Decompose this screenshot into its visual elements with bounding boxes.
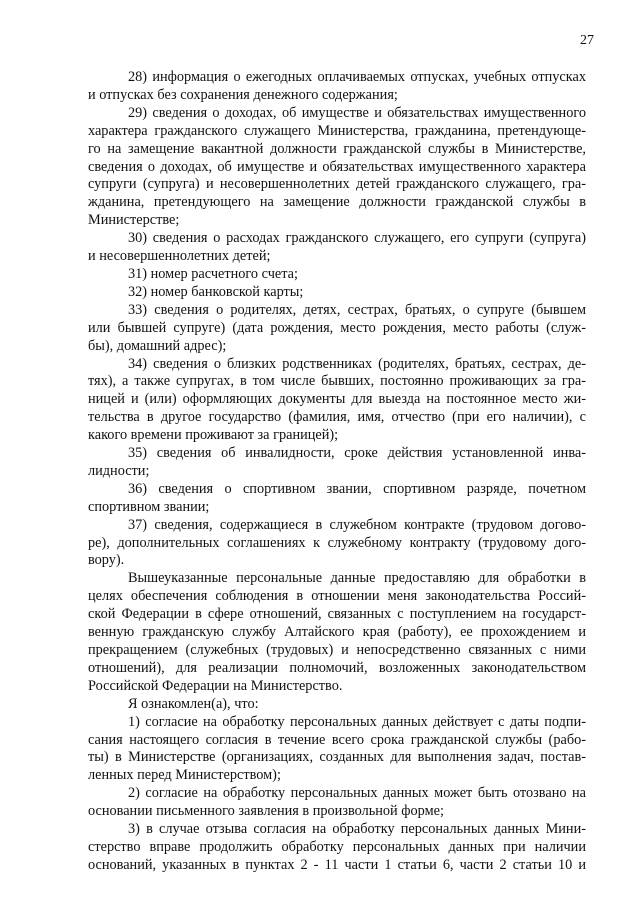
text-line: лидности;	[88, 462, 150, 479]
text-line: 34) сведения о близких родственниках (родителях, братьях, сестрах, де-	[128, 355, 586, 372]
text-line: 1) согласие на обработку персональных данных действует с даты подпи-	[128, 713, 586, 730]
text-line: 35) сведения об инвалидности, сроке действия установленной инва-	[128, 445, 586, 462]
text-line: 29) сведения о доходах, об имуществе и обязательствах имущественного	[128, 104, 586, 121]
text-line: ре), дополнительных соглашениях к служебному контракту (трудовому дого-	[88, 534, 586, 551]
text-line: тельства в другое государство (фамилия, имя, отчество (при его наличии), с	[88, 409, 586, 426]
text-line: Я ознакомлен(а), что:	[128, 695, 259, 712]
text-line: или бывшей супруге) (дата рождения, место рождения, место работы (служ-	[88, 319, 586, 336]
document-body	[88, 69, 586, 875]
text-line: 2) согласие на обработку персональных данных может быть отозвано на	[128, 785, 586, 802]
text-line: какого времени проживают за границей);	[88, 427, 339, 444]
text-line: 36) сведения о спортивном звании, спортивном разряде, почетном	[128, 480, 586, 497]
text-line: венную гражданскую службу Алтайского края (работу), ее прохождением и	[88, 624, 586, 641]
text-line: прекращением (служебных (трудовых) и непосредственно связанных с ними	[88, 642, 586, 658]
text-line: 3) в случае отзыва согласия на обработку персональных данных Мини-	[128, 821, 586, 838]
text-line: жданина, претендующего на замещение должности гражданской службы в	[88, 194, 586, 211]
text-line: 28) информация о ежегодных оплачиваемых отпусках, учебных отпусках	[128, 69, 586, 85]
text-line: целях обеспечения соблюдения в отношении меня законодательства Россий-	[88, 588, 586, 605]
text-line: сведения о доходах, об имуществе и обязательствах имущественного характера	[88, 158, 586, 175]
text-line: и несовершеннолетних детей;	[88, 248, 271, 265]
text-line: 31) номер расчетного счета;	[128, 265, 298, 282]
text-line: спортивном звании;	[88, 498, 210, 515]
text-line: стерство вправе продолжить обработку персональных данных при наличии	[88, 838, 586, 855]
text-line: ницей и (или) оформляющих документы для выезда на постоянное место жи-	[88, 391, 586, 408]
text-line: 30) сведения о расходах гражданского служащего, его супруги (супруга)	[128, 230, 586, 247]
text-line: супруги (супруга) и несовершеннолетних детей гражданского служащего, гра-	[88, 176, 586, 193]
text-line: вору).	[88, 552, 125, 569]
text-line: основании письменного заявления в произвольной форме;	[88, 803, 444, 820]
text-line: Вышеуказанные персональные данные предоставляю для обработки в	[128, 570, 586, 587]
text-line: 32) номер банковской карты;	[128, 283, 304, 300]
text-line: отношений), для реализации полномочий, возложенных законодательством	[88, 659, 586, 676]
text-line: ской Федерации в сфере отношений, связанных с поступлением на государст-	[88, 606, 586, 623]
text-line: го на замещение вакантной должности гражданской службы в Министерстве,	[88, 140, 586, 157]
text-line: Министерстве;	[88, 212, 180, 229]
text-line: бы), домашний адрес);	[88, 337, 227, 354]
text-line: оснований, указанных в пунктах 2 - 11 части 1 статьи 6, части 2 статьи 10 и	[88, 856, 586, 873]
text-line: сания настоящего согласия в течение всего срока гражданской службы (рабо-	[88, 731, 586, 748]
text-line: ленных перед Министерством);	[88, 767, 281, 784]
text-line: характера гражданского служащего Министерства, гражданина, претендующе-	[88, 122, 586, 139]
text-line: 37) сведения, содержащиеся в служебном контракте (трудовом догово-	[128, 516, 586, 533]
text-line: ты) в Министерстве (организациях, созданных для выполнения задач, постав-	[88, 749, 586, 766]
text-line: 33) сведения о родителях, детях, сестрах, братьях, о супруге (бывшем	[128, 301, 586, 318]
text-line: тях), а также супругах, в том числе бывших, постоянно проживающих за гра-	[88, 373, 586, 390]
text-line: и отпусках без сохранения денежного содержания;	[88, 86, 398, 103]
text-line: Российской Федерации на Министерство.	[88, 677, 343, 694]
page-number: 27	[580, 33, 594, 48]
